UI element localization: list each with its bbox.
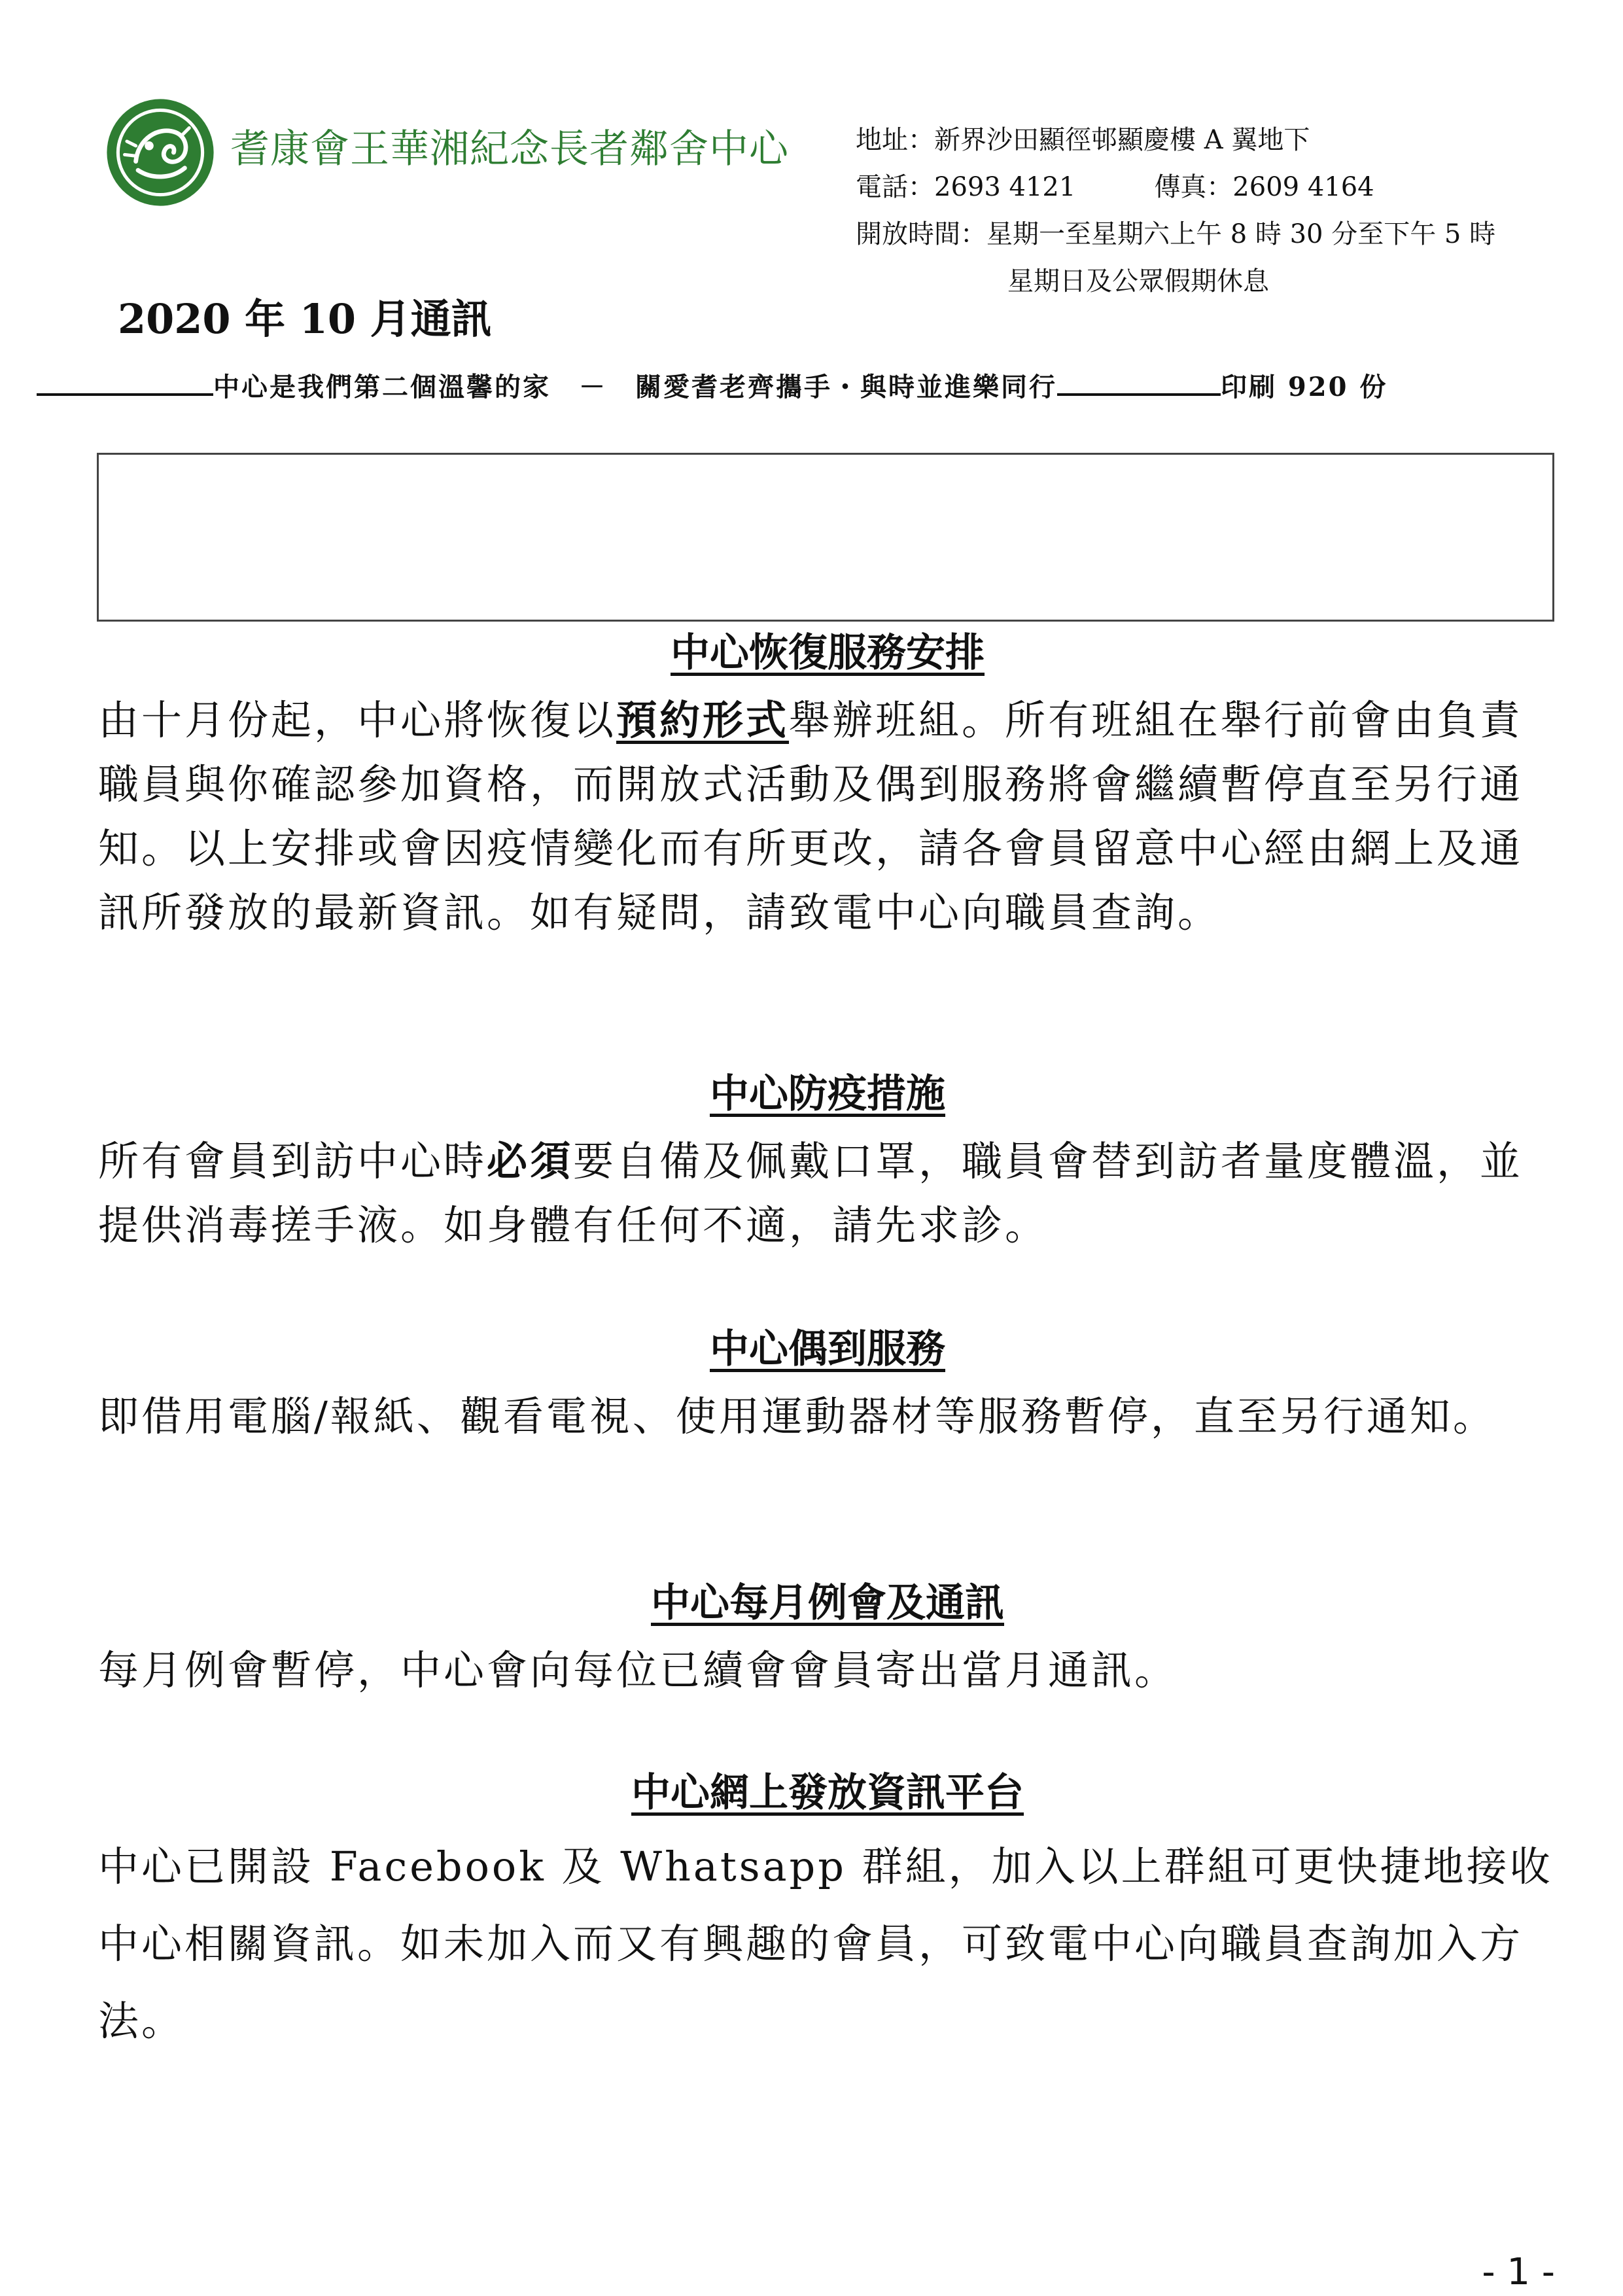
emphasis-booking: 預約形式 xyxy=(616,696,790,744)
emphasis-must: 必須 xyxy=(487,1137,574,1185)
section-body: 即借用電腦/報紙、觀看電視、使用運動器材等服務暫停，直至另行通知。 xyxy=(98,1392,1496,1440)
closing-days: 星期日及公眾假期休息 xyxy=(1007,266,1269,296)
section-body: 中心已開設 Facebook 及 Whatsapp 群組，加入以上群組可更快捷地接收中心相關資訊。如未加入而又有興趣的會員，可致電中心向職員查詢加入方法。 xyxy=(98,1843,1553,2045)
address: 地址：新界沙田顯徑邨顯慶樓 A 翼地下 xyxy=(856,125,1310,155)
section-heading: 中心偶到服務 xyxy=(710,1326,945,1372)
tagline-rule-left xyxy=(37,374,213,396)
page-number: - 1 - xyxy=(1482,2251,1555,2293)
blank-notice-box xyxy=(97,453,1554,622)
contact-info xyxy=(856,116,1495,305)
opening-hours: 開放時間：星期一至星期六上午 8 時 30 分至下午 5 時 xyxy=(856,219,1496,249)
tagline-rule-right xyxy=(1057,374,1221,396)
fax: 傳真：2609 4164 xyxy=(1154,172,1374,202)
section-epidemic-measures xyxy=(98,1068,1557,1258)
section-drop-in-service xyxy=(98,1323,1557,1449)
tagline-text: 中心是我們第二個溫馨的家 － 關愛耆老齊攜手・與時並進樂同行 xyxy=(213,372,1057,402)
organization-name: 耆康會王華湘紀念長者鄰舍中心 xyxy=(230,126,789,172)
section-heading: 中心網上發放資訊平台 xyxy=(631,1770,1024,1816)
section-body: 每月例會暫停，中心會向每位已續會會員寄出當月通訊。 xyxy=(98,1646,1178,1694)
section-online-platform xyxy=(98,1767,1557,2060)
section-heading: 中心恢復服務安排 xyxy=(671,630,985,676)
section-monthly-meeting xyxy=(98,1577,1557,1703)
section-service-resumption xyxy=(98,627,1557,945)
section-body: 由十月份起，中心將恢復以預約形式舉辦班組。所有班組在舉行前會由負責職員與你確認參加資格，而開放式活動及偶到服務將會繼續暫停直至另行通知。以上安排或會因疫情變化而有所更改，請各會員留意中心經由網上及通訊所發放的最新資訊。如有疑問，請致電中心向職員查詢。 xyxy=(98,696,1524,936)
phone: 電話：2693 4121 xyxy=(856,172,1076,202)
print-count: 印刷 920 份 xyxy=(1221,372,1388,402)
issue-title: 2020 年 10 月通訊 xyxy=(118,295,492,343)
phone-fax-row xyxy=(856,164,1495,211)
tagline xyxy=(37,366,1567,404)
organization-logo-icon xyxy=(105,97,216,208)
section-heading: 中心每月例會及通訊 xyxy=(651,1580,1004,1626)
section-heading: 中心防疫措施 xyxy=(710,1071,945,1117)
section-body: 所有會員到訪中心時必須要自備及佩戴口罩，職員會替到訪者量度體溫，並提供消毒搓手液。如身體有任何不適，請先求診。 xyxy=(98,1137,1524,1249)
